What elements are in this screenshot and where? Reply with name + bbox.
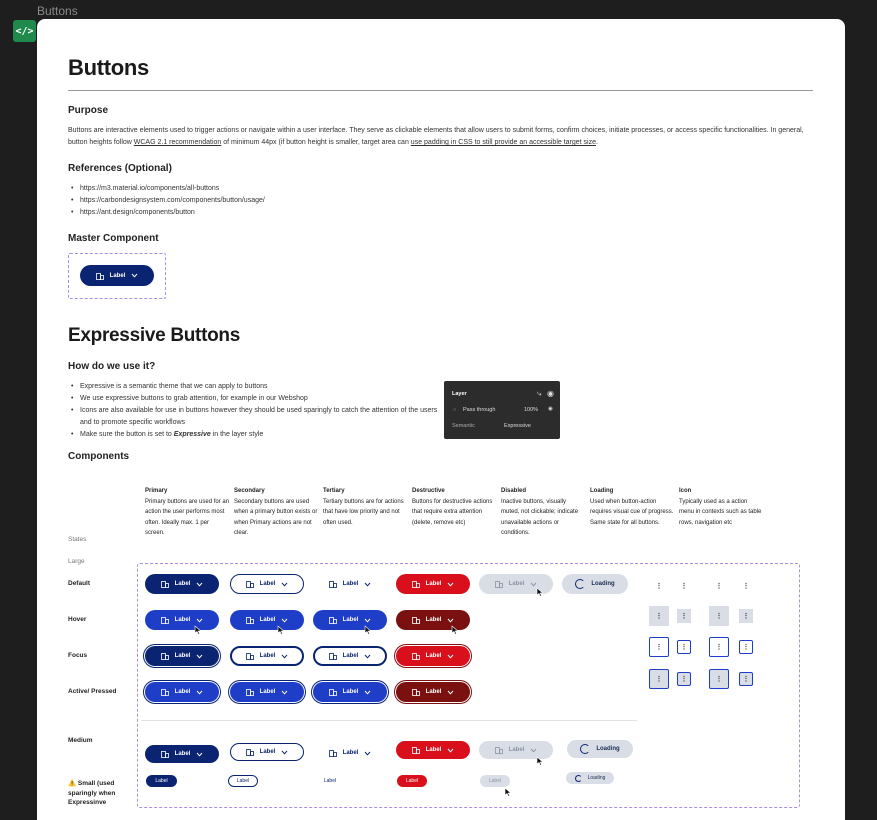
label-button[interactable] (145, 574, 219, 594)
label-button[interactable] (146, 775, 177, 787)
button-label: Label (508, 747, 525, 753)
button-label: Label (342, 689, 359, 695)
label-button[interactable] (230, 743, 304, 761)
more-vertical-icon: ⋮ (680, 643, 688, 651)
building-icon (329, 688, 337, 696)
focus-label: Focus (68, 652, 88, 659)
more-vertical-icon: ⋮ (655, 582, 663, 590)
chevron-down-icon (196, 654, 203, 659)
small-label: ⚠️ Small (used sparingly when Expressinve (68, 780, 116, 806)
chevron-down-icon (364, 582, 371, 587)
documentation-page (37, 19, 845, 820)
button-label: Label (236, 778, 250, 784)
button-label: Label (174, 653, 191, 659)
semantic-label: Semantic (452, 423, 475, 429)
spinner-icon (580, 744, 590, 754)
button-label: Label (488, 778, 502, 784)
label-button[interactable] (313, 574, 387, 594)
reference-item[interactable]: • https://m3.material.io/components/all-buttons (68, 183, 265, 195)
bullet-4-tail: in the layer style (210, 431, 264, 438)
expressive-bullets (68, 381, 438, 441)
building-icon (329, 580, 337, 588)
label-button[interactable] (313, 744, 387, 762)
default-label: Default (68, 580, 91, 587)
label-button[interactable] (230, 610, 304, 630)
button-label: Label (342, 617, 359, 623)
reference-item[interactable]: • https://ant.design/components/button (68, 207, 265, 219)
button-label: Label (342, 750, 359, 756)
col-disabled (501, 486, 586, 539)
layer-panel-screenshot (444, 381, 560, 439)
more-options-button[interactable] (649, 637, 669, 657)
label-button[interactable] (145, 745, 219, 763)
bullet-item: • Icons are also available for use in buttons however they should be used sparingly to catch the attention of the users and to promote specific workflows (68, 405, 438, 429)
col-title: Tertiary (323, 488, 345, 494)
bullet-item: • We use expressive buttons to grab attention, for example in our Webshop (68, 393, 438, 405)
building-icon (161, 616, 169, 624)
loading-button[interactable] (566, 772, 614, 784)
more-options-button[interactable] (677, 640, 691, 654)
pointer-cursor-icon (504, 784, 512, 794)
label-button[interactable] (145, 682, 219, 702)
button-label: Label (425, 617, 442, 623)
button-label: Label (155, 778, 168, 784)
button-label: Loading (587, 775, 606, 781)
more-options-button[interactable] (739, 579, 753, 593)
references-heading: References (Optional) (68, 163, 172, 174)
purpose-text (68, 125, 808, 149)
large-label: Large (68, 558, 85, 565)
more-vertical-icon: ⋮ (742, 582, 750, 590)
button-label: Label (259, 749, 276, 755)
chevron-down-icon (364, 751, 371, 756)
chevron-down-icon (196, 752, 203, 757)
building-icon (412, 688, 420, 696)
col-desc: Inactive buttons, visually muted, not clickable; indicate unavailable actions or conditions. (501, 498, 579, 536)
button-label: Label (405, 778, 419, 784)
building-icon (246, 748, 254, 756)
more-options-button[interactable] (677, 672, 691, 686)
building-icon (412, 746, 420, 754)
button-label: Label (259, 581, 276, 587)
chevron-down-icon (530, 748, 537, 753)
more-options-button[interactable] (709, 637, 729, 657)
master-button[interactable] (80, 265, 154, 286)
building-icon (246, 580, 254, 588)
more-vertical-icon: ⋮ (742, 612, 750, 620)
button-label: Label (425, 581, 442, 587)
more-options-button[interactable] (649, 606, 669, 626)
bullet-item (68, 429, 438, 441)
more-vertical-icon: ⋮ (655, 643, 663, 651)
size-divider (141, 720, 637, 721)
building-icon (495, 580, 503, 588)
building-icon (246, 688, 254, 696)
button-label: Label (259, 617, 276, 623)
chevron-down-icon (447, 748, 454, 753)
pointer-cursor-icon (536, 753, 544, 763)
semantic-value[interactable]: Expressive (504, 423, 531, 429)
col-icon (679, 486, 764, 528)
label-button[interactable] (313, 610, 387, 630)
label-button[interactable] (313, 682, 387, 702)
col-title: Icon (679, 488, 692, 494)
building-icon (246, 652, 254, 660)
more-vertical-icon: ⋮ (680, 582, 688, 590)
col-title: Primary (145, 488, 168, 494)
building-icon (495, 746, 503, 754)
building-icon (96, 272, 104, 280)
active-label: Active/ Pressed (68, 688, 117, 695)
button-label: Label (174, 581, 191, 587)
references-list (68, 183, 265, 219)
building-icon (161, 652, 169, 660)
states-label: States (68, 536, 87, 543)
col-destructive (412, 486, 497, 528)
page-title: Buttons (68, 55, 149, 80)
more-vertical-icon: ⋮ (715, 643, 723, 651)
dev-mode-badge[interactable]: </> (13, 20, 36, 42)
pointer-cursor-icon (194, 622, 202, 632)
col-desc: Primary buttons are used for an action the user performs most often. Ideally max. 1 per screen. (145, 498, 230, 536)
spinner-icon (575, 775, 582, 782)
building-icon (161, 688, 169, 696)
more-vertical-icon: ⋮ (715, 582, 723, 590)
col-loading (590, 486, 675, 528)
hover-label: Hover (68, 616, 87, 623)
col-desc: Secondary buttons are used when a primary button exists or when Primary actions are not clear. (234, 498, 318, 536)
button-label: Label (323, 778, 337, 784)
pointer-cursor-icon (451, 622, 459, 632)
chevron-down-icon (281, 690, 288, 695)
chevron-down-icon (281, 582, 288, 587)
more-vertical-icon: ⋮ (655, 612, 663, 620)
blend-mode[interactable]: Pass through (463, 407, 496, 413)
building-icon (329, 749, 337, 757)
chevron-down-icon (196, 582, 203, 587)
purpose-heading: Purpose (68, 105, 109, 116)
button-label: Label (174, 617, 191, 623)
more-options-button[interactable] (709, 576, 729, 596)
building-icon (329, 652, 337, 660)
frame-label: Buttons (37, 4, 78, 18)
opacity-value[interactable]: 100% (524, 407, 539, 413)
how-heading: How do we use it? (68, 361, 156, 372)
col-desc: Tertiary buttons are for actions that have low priority and not often used. (323, 498, 404, 526)
button-label: Label (174, 751, 191, 757)
button-label: Label (259, 689, 276, 695)
pointer-cursor-icon (277, 622, 285, 632)
more-vertical-icon: ⋮ (742, 675, 750, 683)
label-button[interactable] (228, 775, 258, 787)
button-label: Label (425, 689, 442, 695)
expressive-title: Expressive Buttons (68, 325, 240, 346)
bullet-item: • Expressive is a semantic theme that we can apply to buttons (68, 381, 438, 393)
chevron-down-icon (447, 582, 454, 587)
button-label: Label (174, 689, 191, 695)
loading-button[interactable] (567, 740, 633, 758)
more-options-button[interactable] (677, 579, 691, 593)
more-vertical-icon: ⋮ (655, 675, 663, 683)
label-button[interactable] (396, 741, 470, 759)
label-button[interactable] (145, 646, 219, 666)
more-options-button[interactable] (649, 576, 669, 596)
bullet-4-em: Expressive (173, 431, 211, 438)
label-button[interactable] (230, 646, 304, 666)
more-vertical-icon: ⋮ (715, 612, 723, 620)
chevron-down-icon (281, 654, 288, 659)
bullet-4-text: Make sure the button is set to (80, 431, 174, 438)
label-button[interactable] (396, 646, 470, 666)
medium-label: Medium (68, 737, 93, 744)
col-title: Secondary (234, 488, 265, 494)
button-label: Label (508, 581, 525, 587)
building-icon (246, 616, 254, 624)
more-options-button[interactable] (709, 606, 729, 626)
label-button[interactable] (315, 775, 345, 787)
col-desc: Used when button-action requires visual cue of progress. Same state for all buttons. (590, 498, 674, 526)
pointer-cursor-icon (536, 584, 544, 594)
chevron-down-icon (131, 273, 138, 278)
building-icon (161, 750, 169, 758)
layer-panel-title: Layer (452, 391, 467, 397)
building-icon (412, 616, 420, 624)
label-button[interactable] (313, 646, 387, 666)
purpose-text-3: . (596, 139, 598, 146)
label-button[interactable] (397, 775, 427, 787)
button-label: Label (342, 581, 359, 587)
more-vertical-icon: ⋮ (680, 612, 688, 620)
reference-item[interactable]: • https://carbondesignsystem.com/components/button/usage/ (68, 195, 265, 207)
button-label: Label (425, 653, 442, 659)
more-options-button[interactable] (677, 609, 691, 623)
col-secondary (234, 486, 319, 539)
more-options-button[interactable] (709, 669, 729, 689)
link-icon: ⤷ (537, 389, 542, 398)
button-label: Label (259, 653, 276, 659)
label-button[interactable] (230, 682, 304, 702)
button-label: Loading (596, 746, 620, 752)
purpose-text-1: Buttons are interactive elements used to trigger actions or navigate within a user interface. They serve as clickable elements that allow users to submit forms, confirm choices, initiate processes, or access specific functionalities. In general, button heights follow (68, 127, 804, 146)
spinner-icon (575, 579, 585, 589)
building-icon (329, 616, 337, 624)
col-title: Disabled (501, 488, 527, 494)
chevron-down-icon (447, 654, 454, 659)
building-icon (412, 652, 420, 660)
components-heading: Components (68, 451, 130, 462)
blend-icon: ◌ (453, 407, 457, 413)
button-label: Loading (591, 581, 615, 587)
chevron-down-icon (281, 750, 288, 755)
label-button[interactable] (396, 682, 470, 702)
building-icon (412, 580, 420, 588)
wcag-link[interactable]: WCAG 2.1 recommendation (133, 139, 222, 146)
title-divider (68, 90, 813, 91)
more-vertical-icon: ⋮ (742, 643, 750, 651)
col-desc: Typically used as a action menu in contexts such as table rows, navigation etc (679, 498, 762, 526)
button-label: Label (425, 747, 442, 753)
chevron-down-icon (196, 690, 203, 695)
visibility-icon[interactable]: ◉ (548, 406, 553, 412)
building-icon (161, 580, 169, 588)
button-label: Label (109, 272, 126, 279)
more-vertical-icon: ⋮ (715, 675, 723, 683)
pointer-cursor-icon (364, 622, 372, 632)
more-options-button[interactable] (739, 640, 753, 654)
purpose-text-2: of minimum 44px (if button height is smaller, target area can (221, 139, 411, 146)
col-primary (145, 486, 230, 539)
button-label: Label (342, 653, 359, 659)
chevron-down-icon (364, 654, 371, 659)
more-options-button[interactable] (739, 672, 753, 686)
more-options-button[interactable] (739, 609, 753, 623)
master-component-heading: Master Component (68, 233, 159, 244)
chevron-down-icon (364, 690, 371, 695)
label-button[interactable] (396, 574, 470, 594)
loading-button[interactable] (562, 574, 628, 594)
col-tertiary (323, 486, 408, 528)
label-button[interactable] (230, 574, 304, 594)
label-button[interactable] (145, 610, 219, 630)
eye-icon: ◉ (547, 389, 554, 398)
col-desc: Buttons for destructive actions that require extra attention (delete, remove etc) (412, 498, 493, 526)
padding-link[interactable]: use padding in CSS to still provide an accessible target size (410, 139, 597, 146)
chevron-down-icon (447, 690, 454, 695)
more-options-button[interactable] (649, 669, 669, 689)
more-vertical-icon: ⋮ (680, 675, 688, 683)
col-title: Destructive (412, 488, 445, 494)
col-title: Loading (590, 488, 614, 494)
